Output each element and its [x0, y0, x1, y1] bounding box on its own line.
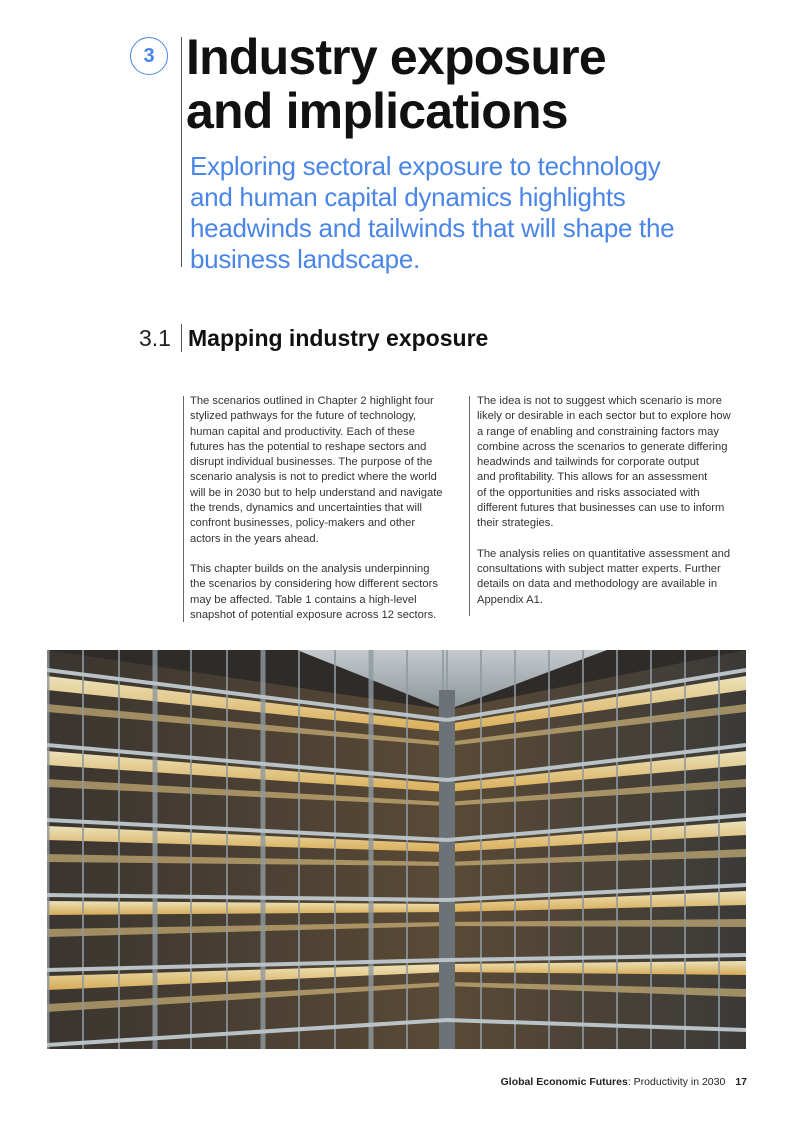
body-paragraph: The analysis relies on quantitative assessment and consultations with subject matter experts. Further details on data and methodology are available in Appendix A1.	[477, 547, 731, 606]
chapter-number-badge	[130, 37, 168, 75]
right-column-rule	[469, 396, 470, 616]
header-divider	[181, 37, 182, 267]
page-footer	[501, 1076, 747, 1088]
section-title: Mapping industry exposure	[188, 325, 489, 351]
footer-report-subtitle: Productivity in 2030	[633, 1076, 726, 1088]
glass-facade-illustration	[47, 650, 746, 1049]
body-column-left	[190, 394, 460, 638]
section-divider	[181, 324, 182, 352]
chapter-number: 3	[143, 44, 155, 67]
body-column-right	[477, 394, 752, 623]
footer-separator: :	[627, 1076, 634, 1088]
chapter-subtitle: Exploring sectoral exposure to technology and human capital dynamics highlights headwinds and tailwinds that will shape the business landscape.	[190, 151, 675, 274]
body-paragraph: This chapter builds on the analysis underpinning the scenarios by considering how different sectors may be affected. Table 1 contains a high-level snapshot of potential exposure across 12 sectors.	[190, 562, 438, 621]
chapter-title: Industry exposure and implications	[186, 29, 606, 139]
body-paragraph: The scenarios outlined in Chapter 2 highlight four stylized pathways for the future of technology, human capital and productivity. Each of these futures has the potential to reshape sectors and disrupt individual businesses. The purpose of the scenario analysis is not to predict where the world will be in 2030 but to help understand and navigate the trends, dynamics and uncertainties that will confront businesses, policy-makers and other actors in the years ahead.	[190, 395, 443, 545]
footer-report-title: Global Economic Futures	[500, 1076, 628, 1088]
section-number: 3.1	[139, 325, 171, 351]
corner-column	[439, 690, 455, 1049]
office-building-photo	[47, 650, 746, 1049]
page-number: 17	[735, 1076, 747, 1088]
left-column-rule	[183, 396, 184, 622]
body-paragraph: The idea is not to suggest which scenario is more likely or desirable in each sector but to explore how a range of enabling and constraining factors may combine across the scenarios to generate differing headwinds and tailwinds for corporate output and profitability. This allows for an assessment of the opportunities and risks associated with different futures that businesses can use to inform their strategies.	[477, 395, 731, 530]
